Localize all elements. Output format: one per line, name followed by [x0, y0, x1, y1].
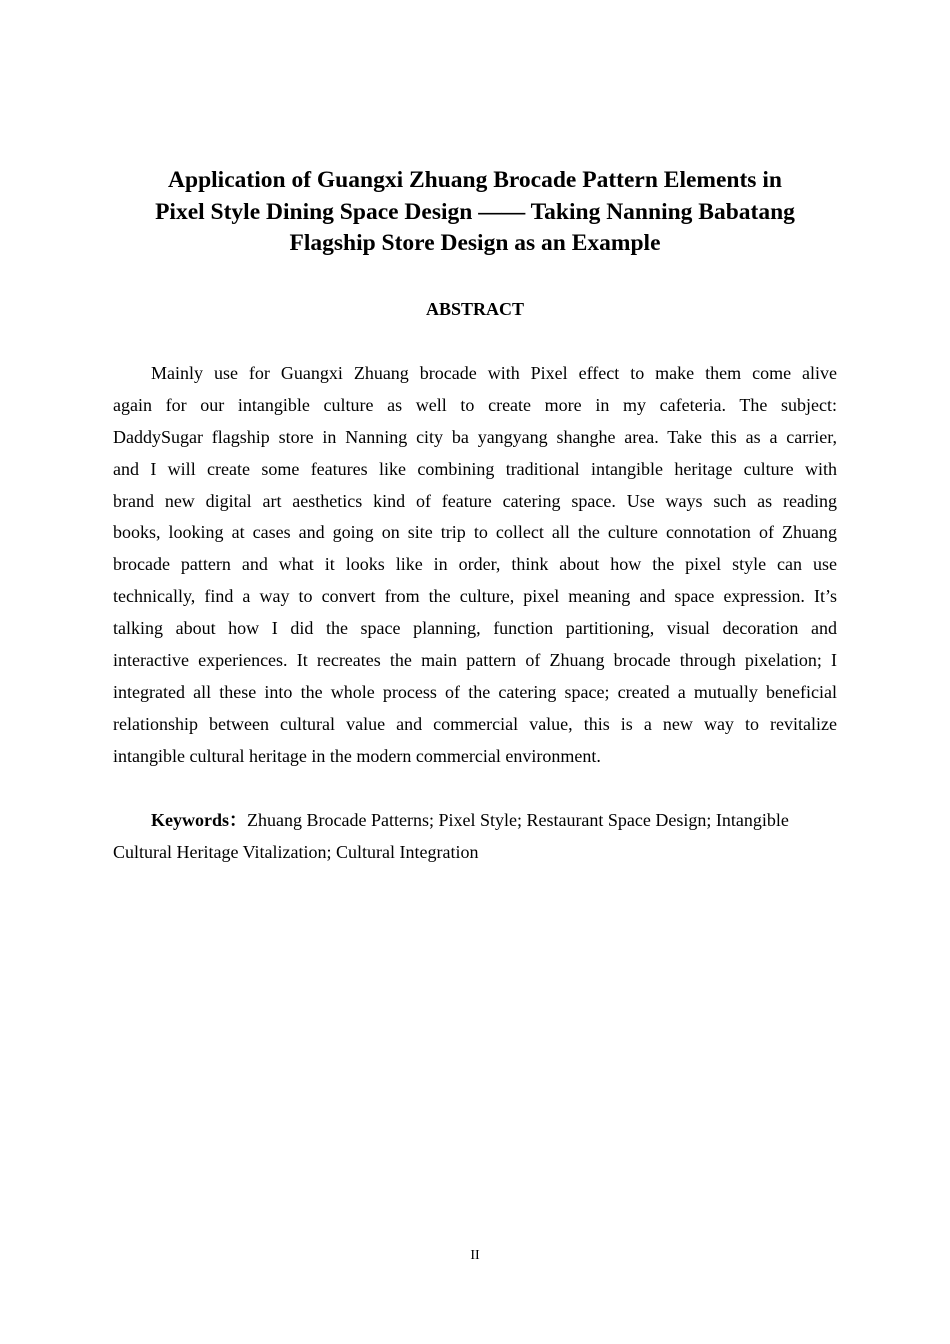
abstract-line: interactive experiences. It recreates the main pattern of Zhuang brocade through pixelation; I [113, 650, 837, 671]
abstract-line: brand new digital art aesthetics kind of feature catering space. Use ways such as reading [113, 490, 837, 511]
abstract-line: DaddySugar flagship store in Nanning city ba yangyang shanghe area. Take this as a carrier, [113, 426, 837, 447]
title-line: Application of Guangxi Zhuang Brocade Pattern Elements in [168, 167, 782, 193]
abstract-line: Mainly use for Guangxi Zhuang brocade with Pixel effect to make them come alive [151, 363, 837, 383]
abstract-line: books, looking at cases and going on site trip to collect all the culture connotation of Zhuang [113, 522, 837, 543]
abstract-line: intangible cultural heritage in the modern commercial environment. [113, 745, 601, 766]
page-number: II [470, 1248, 480, 1263]
abstract-heading: ABSTRACT [425, 299, 525, 319]
abstract-line: integrated all these into the whole process of the catering space; created a mutually beneficial [113, 681, 837, 702]
abstract-line: again for our intangible culture as well to create more in my cafeteria. The subject: [113, 394, 837, 415]
abstract-line: relationship between cultural value and commercial value, this is a new way to revitalize [113, 713, 837, 734]
keywords-line [113, 805, 837, 837]
keywords-section [113, 805, 837, 869]
keywords-line: Cultural Heritage Vitalization; Cultural Integration [113, 841, 479, 862]
title-line: Pixel Style Dining Space Design —— Taking Nanning Babatang [155, 198, 795, 225]
paper-title [100, 165, 850, 260]
abstract-line: and I will create some features like combining traditional intangible heritage culture with [113, 458, 837, 479]
abstract-line: technically, find a way to convert from the culture, pixel meaning and space expression. It’s [113, 586, 837, 607]
keywords-text: Zhuang Brocade Patterns; Pixel Style; Restaurant Space Design; Intangible [247, 810, 789, 830]
abstract-line: talking about how I did the space planning, function partitioning, visual decoration and [113, 618, 837, 639]
abstract-body [113, 358, 837, 773]
title-line: Flagship Store Design as an Example [289, 230, 661, 256]
keywords-label: Keywords： [151, 810, 247, 830]
abstract-line: brocade pattern and what it looks like in order, think about how the pixel style can use [113, 554, 837, 575]
